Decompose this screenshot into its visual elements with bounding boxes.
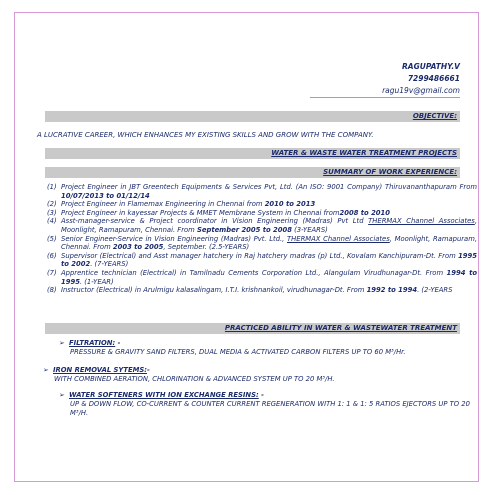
work-item-number: (7)	[47, 268, 57, 277]
work-item-segment: (3-YEARS)	[291, 225, 328, 234]
work-item-dates: 2010 to 2013	[264, 200, 316, 209]
work-item	[47, 269, 477, 286]
work-item-dates: 1995 to 2002	[61, 251, 477, 269]
contact-block	[382, 61, 460, 97]
field-heading: WATER & WASTE WATER TREATMENT PROJECTS	[45, 148, 460, 159]
work-item-number: (2)	[47, 200, 57, 209]
ability-title-suffix: -	[258, 391, 264, 399]
ability-filtration	[59, 339, 474, 357]
work-item-dates: 10/07/2013 to 01/12/14	[61, 191, 150, 200]
arrow-bullet-icon: ➢	[59, 391, 65, 399]
ability-text: UP & DOWN FLOW, CO-CURRENT & COUNTER CURRENT REGENERATION WITH 1: 1 & 1: 5 RATIOS EJECTORS UP TO 20 M³/H.	[70, 400, 470, 417]
resume-page	[14, 12, 479, 482]
work-item	[47, 286, 477, 295]
work-item	[47, 235, 477, 252]
work-item-number: (3)	[47, 208, 57, 217]
work-item	[47, 252, 477, 269]
work-item-number: (6)	[47, 251, 57, 260]
work-item-company-link: THERMAX Channel Associates	[368, 217, 475, 226]
summary-heading: SUMMARY OF WORK EXPERIENCE:	[45, 167, 460, 178]
ability-iron-removal	[43, 366, 473, 384]
work-item-segment: . (1-YEAR)	[79, 277, 114, 286]
work-item-number: (4)	[47, 217, 57, 226]
work-item-dates: 2008 to 2010	[339, 208, 390, 217]
work-item-dates: 1994 to 1995	[61, 268, 478, 286]
ability-title-suffix: -	[147, 366, 150, 374]
resume-content	[15, 13, 478, 481]
ability-text: WITH COMBINED AERATION, CHLORINATION & ADVANCED SYSTEM UP TO 20 M³/H.	[54, 375, 335, 383]
ability-title: FILTRATION:	[69, 339, 116, 347]
work-item-text	[61, 217, 477, 234]
work-item-segment: Project Engineer in Flamemax Engineering in Chennai from	[61, 200, 265, 209]
work-item-company-link: THERMAX Channel Associates	[287, 234, 390, 243]
work-item-dates: 1992 to 1994	[366, 286, 418, 295]
practiced-heading: PRACTICED ABILITY IN WATER & WASTEWATER TREATMENT	[45, 323, 460, 334]
work-item-text	[61, 235, 477, 252]
arrow-bullet-icon: ➢	[43, 366, 49, 374]
work-item-text	[61, 286, 477, 295]
objective-text: A LUCRATIVE CAREER, WHICH ENHANCES MY EXISTING SKILLS AND GROW WITH THE COMPANY.	[37, 131, 374, 139]
work-item-segment: Senior Engineer-Service in Vision Engineering (Madras) Pvt. Ltd.,	[61, 234, 288, 243]
work-item-text	[61, 200, 477, 209]
candidate-phone: 7299486661	[407, 74, 460, 83]
objective-heading: OBJECTIVE:	[45, 111, 460, 122]
ability-title: IRON REMOVAL SYTEMS:	[53, 366, 148, 374]
candidate-name: RAGUPATHY.V	[402, 62, 460, 71]
arrow-bullet-icon: ➢	[59, 339, 65, 347]
work-experience-list	[47, 183, 477, 295]
work-item	[47, 209, 477, 218]
work-item-segment: , September. (2.5-YEARS)	[163, 243, 250, 252]
work-item-number: (1)	[47, 183, 57, 191]
work-item-segment: . (2-YEARS	[417, 286, 453, 295]
work-item-text	[61, 183, 477, 200]
work-item-dates: 2003 to 2005	[112, 243, 164, 252]
work-item-segment: . (7-YEARS)	[90, 260, 129, 269]
work-item-number: (5)	[47, 234, 57, 243]
work-item-segment: , Moonlight, Ramapuram, Chennai. From	[61, 217, 477, 234]
ability-text: PRESSURE & GRAVITY SAND FILTERS, DUAL MEDIA & ACTIVATED CARBON FILTERS UP TO 60 M³/Hr.	[70, 348, 406, 356]
ability-water-softeners	[59, 391, 474, 418]
work-item-number: (8)	[47, 286, 57, 295]
header-divider	[310, 97, 460, 98]
work-item-segment: Supervisor (Electrical) and Asst manager hatchery in Raj hatchery madras (p) Ltd., Kovalam Kanchipuram-Dt. From	[61, 251, 459, 260]
ability-title-suffix: -	[115, 339, 121, 347]
work-item-segment: Project Engineer in kayessar Projects & MMET Membrane System in Chennai from	[61, 208, 340, 217]
work-item-dates: September 2005 to 2008	[196, 225, 292, 234]
candidate-email[interactable]: ragu19v@gmail.com	[382, 86, 460, 95]
work-item-segment: Instructor (Electrical) in Arulmigu kalasalingam, I.T.I. krishnankoil, virudhunagar-Dt. From	[61, 286, 367, 295]
work-item-segment: Project Engineer in JBT Greentech Equipments & Services Pvt, Ltd. (An ISO: 9001 Company) Thiruvananthapuram From	[61, 183, 477, 191]
work-item-segment: Asst-manager-service & Project coordinator in Vision Engineering (Madras) Pvt Ltd	[61, 217, 369, 226]
work-item	[47, 217, 477, 234]
work-item-segment: Apprentice technician (Electrical) in Tamilnadu Cements Corporation Ltd., Alangulam Virudhunagar-Dt. From	[61, 268, 447, 277]
ability-title: WATER SOFTENERS WITH ION EXCHANGE RESINS:	[69, 391, 259, 399]
work-item	[47, 183, 477, 200]
work-item	[47, 200, 477, 209]
work-item-text	[61, 209, 477, 218]
work-item-text	[61, 269, 477, 286]
work-item-segment: , Moonlight, Ramapuram, Chennai. From	[61, 234, 478, 252]
work-item-text	[61, 252, 477, 269]
